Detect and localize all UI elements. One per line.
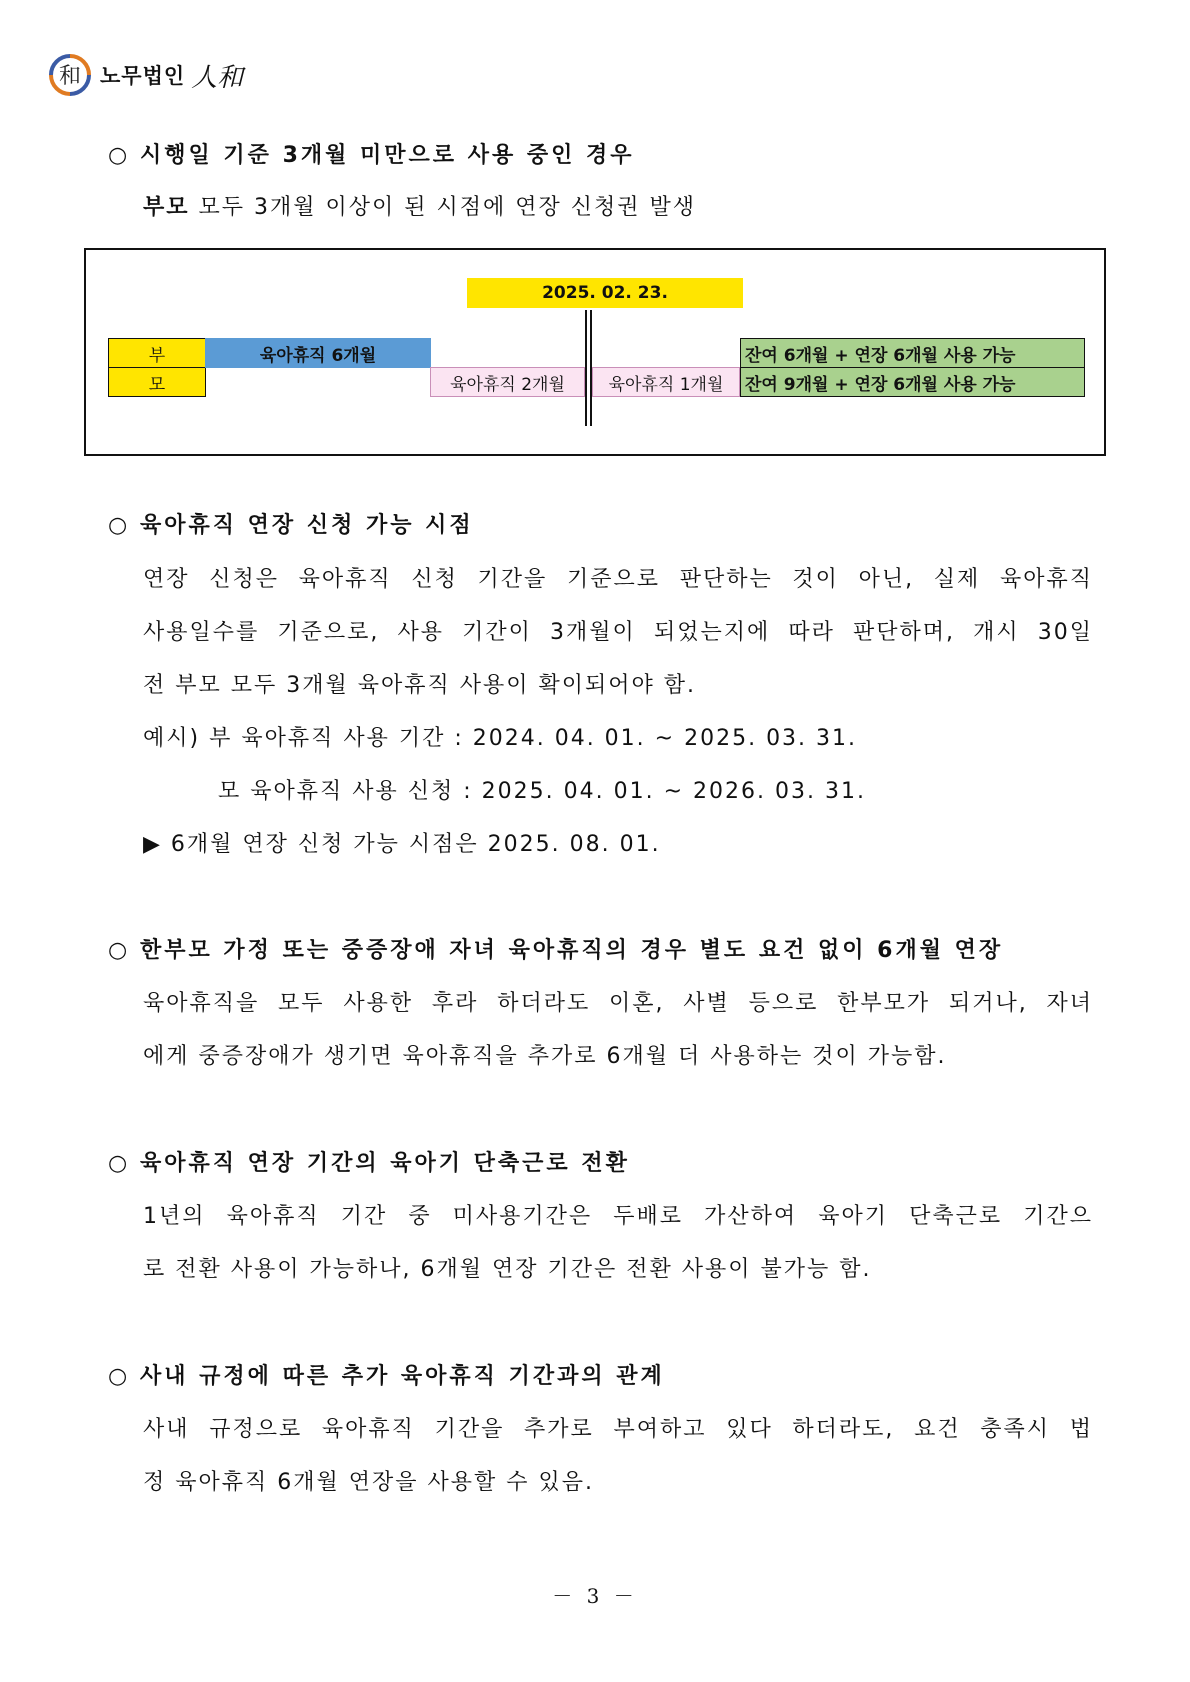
section-2-conclusion: ▶ 6개월 연장 신청 가능 시점은 2025. 08. 01.: [143, 832, 661, 857]
section-2-title: 육아휴직 연장 신청 가능 시점: [140, 513, 474, 538]
section-3-heading: [108, 933, 1003, 964]
circle-bullet-icon: ○: [108, 513, 131, 538]
section-2-line-1: 연장 신청은 육아휴직 신청 기간을 기준으로 판단하는 것이 아닌, 실제 육아휴직: [143, 567, 1093, 592]
firm-logo-icon: [48, 53, 92, 97]
section-4-title: 육아휴직 연장 기간의 육아기 단축근로 전환: [140, 1151, 630, 1176]
section-2-line-3: 전 부모 모두 3개월 육아휴직 사용이 확이되어야 함.: [143, 673, 696, 698]
section-1-heading: [108, 138, 635, 169]
example-mother: 모 육아휴직 사용 신청 : 2025. 04. 01. ~ 2026. 03. 31.: [218, 779, 866, 804]
section-2-heading: [108, 508, 474, 539]
section-1-title: 시행일 기준 3개월 미만으로 사용 중인 경우: [140, 143, 635, 168]
section-4-line-2: 로 전환 사용이 가능하나, 6개월 연장 기간은 전환 사용이 불가능 함.: [143, 1257, 872, 1282]
section-5-title: 사내 규정에 따른 추가 육아휴직 기간과의 관계: [140, 1364, 665, 1389]
mother-row-label: 모: [108, 367, 206, 397]
firm-hanja: 人和: [191, 62, 244, 93]
father-row-label: 부: [108, 338, 206, 368]
mother-leave-bar-1: 육아휴직 2개월: [430, 367, 585, 397]
section-5-heading: [108, 1359, 665, 1390]
reference-date-label: 2025. 02. 23.: [467, 278, 743, 308]
mother-remaining-bar: 잔여 9개월 + 연장 6개월 사용 가능: [740, 367, 1085, 397]
section-4-heading: [108, 1146, 630, 1177]
svg-text:和: 和: [58, 64, 82, 89]
section-3-line-1: 육아휴직을 모두 사용한 후라 하더라도 이혼, 사별 등으로 한부모가 되거나, 자녀: [143, 991, 1094, 1016]
circle-bullet-icon: ○: [108, 1364, 131, 1389]
mother-leave-bar-2: 육아휴직 1개월: [592, 367, 740, 397]
circle-bullet-icon: ○: [108, 143, 131, 168]
example-father: 예시) 부 육아휴직 사용 기간 : 2024. 04. 01. ~ 2025. 03. 31.: [143, 726, 858, 751]
father-remaining-bar: 잔여 6개월 + 연장 6개월 사용 가능: [740, 338, 1085, 368]
circle-bullet-icon: ○: [108, 938, 131, 963]
section-5-line-1: 사내 규정으로 육아휴직 기간을 추가로 부여하고 있다 하더라도, 요건 충족시 법: [143, 1417, 1093, 1442]
circle-bullet-icon: ○: [108, 1151, 131, 1176]
date-divider-line-left: [585, 310, 587, 426]
section-1-subtitle: [143, 190, 1093, 221]
section-2-line-2: 사용일수를 기준으로, 사용 기간이 3개월이 되었는지에 따라 판단하며, 개시 30일: [143, 620, 1093, 645]
parents-label: 부모: [143, 195, 190, 220]
firm-header: [48, 52, 243, 98]
section-3-title: 한부모 가정 또는 중증장애 자녀 육아휴직의 경우 별도 요건 없이 6개월 연장: [140, 938, 1004, 963]
section-1-subtitle-text: 모두 3개월 이상이 된 시점에 연장 신청권 발생: [189, 195, 696, 220]
section-5-line-2: 정 육아휴직 6개월 연장을 사용할 수 있음.: [143, 1470, 594, 1495]
firm-name: 노무법인: [100, 64, 186, 88]
section-3-line-2: 에게 중증장애가 생기면 육아휴직을 추가로 6개월 더 사용하는 것이 가능함.: [143, 1044, 947, 1069]
page-number: － 3 －: [552, 1584, 638, 1608]
section-4-line-1: 1년의 육아휴직 기간 중 미사용기간은 두배로 가산하여 육아기 단축근로 기간으: [143, 1204, 1093, 1229]
father-leave-bar: 육아휴직 6개월: [205, 338, 431, 368]
